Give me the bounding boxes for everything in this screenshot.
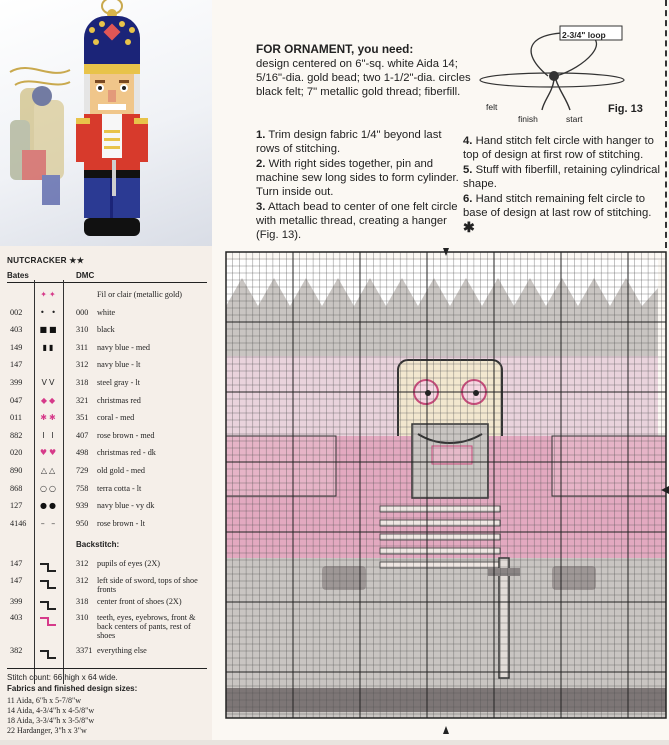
backstitch-description: left side of sword, tops of shoe fronts [97, 576, 198, 594]
thread-name: white [97, 307, 116, 317]
bates-number: 149 [10, 342, 23, 352]
thread-row [0, 290, 212, 304]
size-item: 11 Aida, 6"h x 5-7/8"w [7, 696, 82, 705]
dmc-number: 312 [76, 576, 89, 585]
stitch-symbol: • • [40, 307, 58, 317]
materials-text: design centered on 6"-sq. white Aida 14; 5/16"-dia. gold bead; two 1-1/2"-dia. circles black felt; 7" metallic gold thread; fiberfill. [256, 58, 471, 98]
right-hand [552, 566, 596, 590]
backstitch-swatch [40, 580, 56, 588]
thread-row [0, 431, 212, 445]
right-sleeve [552, 436, 666, 496]
steps-right [463, 134, 663, 237]
left-hand [322, 566, 366, 590]
backstitch-swatch [40, 617, 56, 625]
loop-label: 2-3/4" loop [562, 30, 606, 40]
thread-name: navy blue - lt [97, 360, 141, 370]
stitch-symbol: △△ [40, 466, 58, 475]
fig-13-diagram [474, 18, 664, 126]
step-3: 3. Attach bead to center of one felt circle with metallic thread, creating a hanger (Fig. 13). [256, 201, 458, 241]
thread-row [0, 501, 212, 515]
bates-number: 002 [10, 307, 23, 317]
dmc-number: 318 [76, 378, 89, 387]
dmc-number: 321 [76, 395, 89, 405]
dmc-number: 310 [76, 613, 89, 622]
step-4: 4. Hand stitch felt circle with hanger to top of design at first row of stitching. [463, 135, 654, 161]
dmc-number: 950 [76, 518, 89, 528]
dmc-number: 312 [76, 559, 89, 568]
thread-name: christmas red - dk [97, 448, 156, 458]
bates-number: 882 [10, 430, 23, 440]
thread-row [0, 484, 212, 498]
stitch-symbol: ◆◆ [40, 395, 58, 405]
left-pupil [425, 390, 431, 396]
stitch-count: Stitch count: 66 high x 64 wide. [7, 673, 118, 682]
backstitch-description: center front of shoes (2X) [97, 597, 182, 606]
stitch-symbol: ✦✦ [40, 290, 58, 299]
step-6: 6. Hand stitch remaining felt circle to base of design at last row of stitching. ✱ [463, 193, 652, 235]
dmc-number: 498 [76, 448, 89, 458]
end-mark: ✱ [463, 219, 475, 235]
thread-name: navy blue - vy dk [97, 501, 155, 511]
thread-name: christmas red [97, 395, 141, 405]
materials-block [256, 42, 488, 99]
thread-row [0, 466, 212, 480]
bates-number: 4146 [10, 518, 27, 528]
thread-name: terra cotta - lt [97, 483, 142, 493]
dmc-number: 310 [76, 325, 89, 335]
thread-row [0, 448, 212, 462]
stitch-symbol: ●● [40, 501, 58, 511]
backstitch-row [0, 646, 212, 660]
dmc-number: 407 [76, 430, 89, 440]
cross-stitch-chart [212, 248, 669, 740]
thread-row [0, 360, 212, 374]
bates-header: Bates [7, 271, 29, 280]
stitch-symbol: ○○ [40, 483, 58, 493]
backstitch-row [0, 559, 212, 573]
stitch-symbol: ■■ [39, 325, 59, 335]
bates-number: 382 [10, 646, 23, 655]
step-1: 1. Trim design fabric 1/4" beyond last rows of stitching. [256, 129, 442, 155]
thread-row [0, 519, 212, 533]
hat-band [226, 306, 658, 356]
key-title: NUTCRACKER ★★ [7, 256, 85, 265]
thread-row [0, 378, 212, 392]
backstitch-row [0, 576, 212, 594]
stitch-symbol: ▮▮ [42, 342, 56, 352]
step-2: 2. With right sides together, pin and machine sew long sides to form cylinder. Turn inside out. [256, 158, 459, 198]
felt-label: felt [486, 102, 498, 112]
dmc-header: DMC [76, 271, 95, 280]
thread-row [0, 343, 212, 357]
thread-name: coral - med [97, 413, 135, 423]
size-item: 18 Aida, 3-3/4"h x 3-5/8"w [7, 716, 95, 725]
bates-number: 399 [10, 597, 23, 606]
dmc-number: 312 [76, 360, 89, 370]
dmc-number: 939 [76, 501, 89, 511]
bates-number: 047 [10, 395, 23, 405]
backstitch-swatch [40, 563, 56, 571]
instructions-panel [212, 0, 669, 248]
backstitch-title: Backstitch: [76, 540, 120, 549]
stitch-symbol: VV [41, 378, 57, 387]
bates-number: 011 [10, 413, 22, 423]
thread-name: rose brown - lt [97, 518, 145, 528]
size-item: 14 Aida, 4-3/4"h x 4-5/8"w [7, 706, 95, 715]
gold-bead [549, 71, 559, 81]
dmc-number: 318 [76, 597, 89, 606]
bates-number: 147 [10, 576, 23, 585]
dmc-number: 000 [76, 307, 89, 317]
dmc-number: 758 [76, 483, 89, 493]
thread-name: black [97, 325, 115, 335]
sizes-title: Fabrics and finished design sizes: [7, 684, 138, 693]
stitch-symbol: ✱✱ [40, 413, 58, 423]
bates-number: 403 [10, 613, 23, 622]
color-key-panel [0, 246, 212, 740]
size-item: 22 Hardanger, 3"h x 3"w [7, 726, 87, 735]
cut-line [665, 0, 667, 248]
backstitch-swatch [40, 650, 56, 658]
bates-number: 020 [10, 448, 23, 458]
bates-number: 399 [10, 378, 23, 387]
backstitch-row [0, 597, 212, 611]
ornament-photo [0, 0, 212, 246]
dmc-number: 311 [76, 342, 88, 352]
bates-number: 868 [10, 483, 23, 493]
sword-hilt [488, 568, 520, 576]
thread-row [0, 325, 212, 339]
stitch-symbol: – – [40, 518, 58, 528]
bates-number: 147 [10, 559, 23, 568]
nutcracker-ornament-image [0, 0, 212, 246]
backstitch-description: teeth, eyes, eyebrows, front & back centers of pants, rest of shoes [97, 613, 196, 640]
backstitch-description: everything else [97, 646, 147, 655]
stitch-grid [212, 248, 669, 740]
backstitch-swatch [40, 601, 56, 609]
figure-title: Fig. 13 [608, 103, 643, 115]
ornament-heading: FOR ORNAMENT, you need: [256, 42, 414, 56]
bates-number: 403 [10, 325, 23, 335]
bates-number: 147 [10, 360, 23, 370]
stitch-symbol: ♥♥ [39, 448, 59, 458]
thread-row [0, 396, 212, 410]
dmc-number: 351 [76, 413, 89, 423]
bates-number: 127 [10, 501, 23, 511]
start-label: start [566, 114, 583, 124]
thread-name: steel gray - lt [97, 378, 140, 387]
stitch-symbol: I I [42, 430, 56, 440]
thread-name: old gold - med [97, 466, 145, 475]
dmc-number: 729 [76, 466, 89, 475]
left-sleeve [226, 436, 336, 496]
steps-left [256, 128, 466, 243]
finish-label: finish [518, 114, 538, 124]
thread-row [0, 308, 212, 322]
backstitch-description: pupils of eyes (2X) [97, 559, 160, 568]
dmc-number: 3371 [76, 646, 93, 655]
thread-name: rose brown - med [97, 430, 155, 440]
backstitch-row [0, 613, 212, 640]
thread-name: navy blue - med [97, 342, 150, 352]
thread-row [0, 413, 212, 427]
thread-name: Fil or clair (metallic gold) [97, 290, 183, 299]
bates-number: 890 [10, 466, 23, 475]
step-5: 5. Stuff with fiberfill, retaining cylindrical shape. [463, 164, 660, 190]
key-divider-bottom [7, 668, 207, 669]
